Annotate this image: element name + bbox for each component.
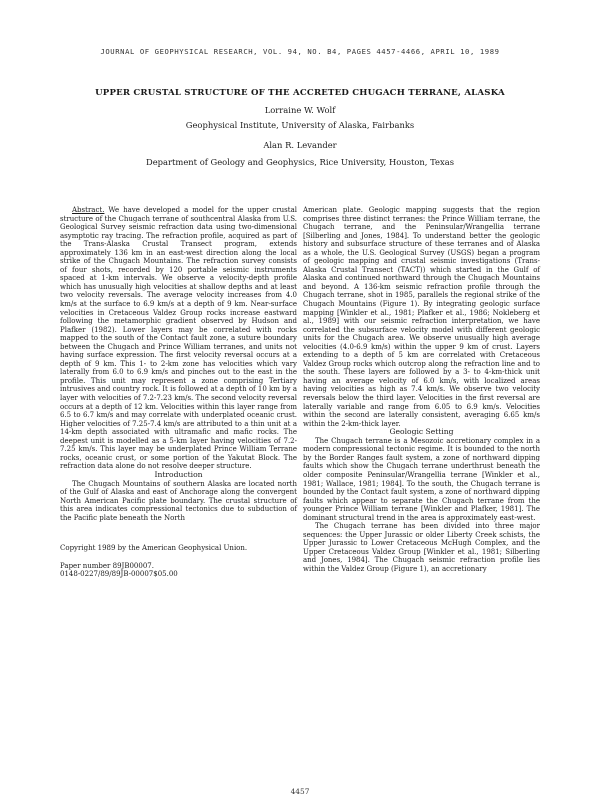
introduction-paragraph: The Chugach Mountains of southern Alaska are located north of the Gulf of Alaska and east of Anchorage along the convergent North American Pacific plate boundary. The crustal structure of this area indicates compressional tectonics due to subduction of the Pacific plate beneath the North xyxy=(60,479,297,522)
author-name: Lorraine W. Wolf xyxy=(264,105,336,115)
abstract-paragraph xyxy=(60,206,297,471)
abstract-text: We have developed a model for the upper crustal structure of the Chugach terrane of southcentral Alaska from U.S. Geological Survey seismic refraction data using two-dimensional asymptotic ray tracing. The refraction profile, acquired as part of the Trans-Alaska Crustal Transect program, extends approximately 136 km in an east-west direction along the local strike of the Chugach Mountains. The refraction survey consists of four shots, recorded by 120 portable seismic instruments spaced at 1-km intervals. We observe a velocity-depth profile which has unusually high velocities at shallow depths and at least two velocity reversals. The average velocity increases from 4.0 km/s at the surface to 6.9 km/s at a depth of 9 km. Near-surface velocities in Cretaceous Valdez Group rocks increase eastward following the metamorphic gradient observed by Hudson and Plafker (1982). Lower layers may be correlated with rocks mapped to the south of the Contact fault zone, a suture boundary between the Chugach and Prince William terranes, and units not having surface expression. The first velocity reversal occurs at a depth of 9 km. This 1- to 2-km zone has velocities which vary laterally from 6.0 to 6.9 km/s and pinches out to the east in the profile. This unit may represent a zone comprising Tertiary intrusives and country rock. It is followed at a depth of 10 km by a layer with velocities of 7.2-7.23 km/s. The second velocity reversal occurs at a depth of 12 km. Velocities within this layer range from 6.5 to 6.7 km/s and may correlate with underplated oceanic crust. Higher velocities of 7.25-7.4 km/s are attributed to a thin unit at a 14-km depth associated with ultramafic and mafic rocks. The deepest unit is modelled as a 5-km layer having velocities of 7.2-7.25 km/s. This layer may be underplated Prince William Terrane rocks, oceanic crust, or some portion of the Yakutat Block. The refraction data alone do not resolve deeper structure. xyxy=(60,206,297,471)
introduction-continued-paragraph: American plate. Geologic mapping suggests that the region comprises three distinct terranes: the Prince William terrane, the Chugach terrane, and the Peninsular/Wrangellia terrane [Silberling and Jones, 1984]. To understand better the geologic history and subsurface structure of these terranes and of Alaska as a whole, the U.S. Geological Survey (USGS) began a program of geologic mapping and crustal seismic investigations (Trans-Alaska Crustal Transect (TACT)) which started in the Gulf of Alaska and continued northward through the Chugach Mountains and beyond. A 136-km seismic refraction profile through the Chugach terrane, shot in 1985, parallels the regional strike of the Chugach Mountains (Figure 1). By integrating geologic surface mapping [Winkler et al., 1981; Plafker et al., 1986; Nokleberg et al., 1989] with our seismic refraction interpretation, we have correlated the subsurface velocity model with different geologic units for the Chugach area. We observe unusually high average velocities (4.0-6.9 km/s) within the upper 9 km of crust. Layers extending to a depth of 5 km are correlated with Cretaceous Valdez Group rocks which outcrop along the refraction line and to the south. These layers are followed by a 3- to 4-km-thick unit having an average velocity of 6.0 km/s, with localized areas having velocities as high as 7.4 km/s. We observe two velocity reversals below the third layer. Velocities in the first reversal are laterally variable and range from 6.05 to 6.9 km/s. Velocities within the second are laterally consistent, averaging 6.65 km/s within the 2-km-thick layer. xyxy=(303,206,540,428)
paper-title: UPPER CRUSTAL STRUCTURE OF THE ACCRETED CHUGACH TERRANE, ALASKA xyxy=(95,88,505,98)
right-column xyxy=(303,206,540,574)
paper-number: Paper number 89JB00007. xyxy=(60,561,154,570)
left-column xyxy=(60,206,297,579)
geologic-setting-paragraph: The Chugach terrane has been divided into three major sequences: the Upper Jurassic or older Liberty Creek schists, the Upper Jurassic to Lower Cretaceous McHugh Complex, and the Upper Cretaceous Valdez Group [Winkler et al., 1981; Silberling and Jones, 1984]. The Chugach seismic refraction profile lies within the Valdez Group (Figure 1), an accretionary xyxy=(303,522,540,573)
section-heading-geologic-setting: Geologic Setting xyxy=(389,427,454,437)
author-affiliation: Geophysical Institute, University of Alaska, Fairbanks xyxy=(185,120,415,130)
copyright-notice: Copyright 1989 by the American Geophysical Union. xyxy=(60,544,248,553)
page-number: 4457 xyxy=(290,787,310,796)
author-name: Alan R. Levander xyxy=(263,140,337,150)
author-affiliation: Department of Geology and Geophysics, Rice University, Houston, Texas xyxy=(145,157,455,167)
section-heading-introduction: Introduction xyxy=(154,469,203,479)
journal-header: JOURNAL OF GEOPHYSICAL RESEARCH, VOL. 94, NO. B4, PAGES 4457-4466, APRIL 10, 1989 xyxy=(100,47,500,56)
abstract-label: Abstract. xyxy=(72,206,105,214)
issn-code: 0148-0227/89/89JB-00007$05.00 xyxy=(60,570,178,579)
geologic-setting-paragraph: The Chugach terrane is a Mesozoic accretionary complex in a modern compressional tectonic regime. It is bounded to the north by the Border Ranges fault system, a zone of northward dipping faults which show the Chugach terrane underthrust beneath the older composite Peninsular/Wrangellia terrane [Winkler et al., 1981; Wallace, 1981; 1984]. To the south, the Chugach terrane is bounded by the Contact fault system, a zone of northward dipping faults which appear to separate the Chugach terrane from the younger Prince William terrane [Winkler and Plafker, 1981]. The dominant structural trend in the area is approximately east-west. xyxy=(303,436,540,522)
